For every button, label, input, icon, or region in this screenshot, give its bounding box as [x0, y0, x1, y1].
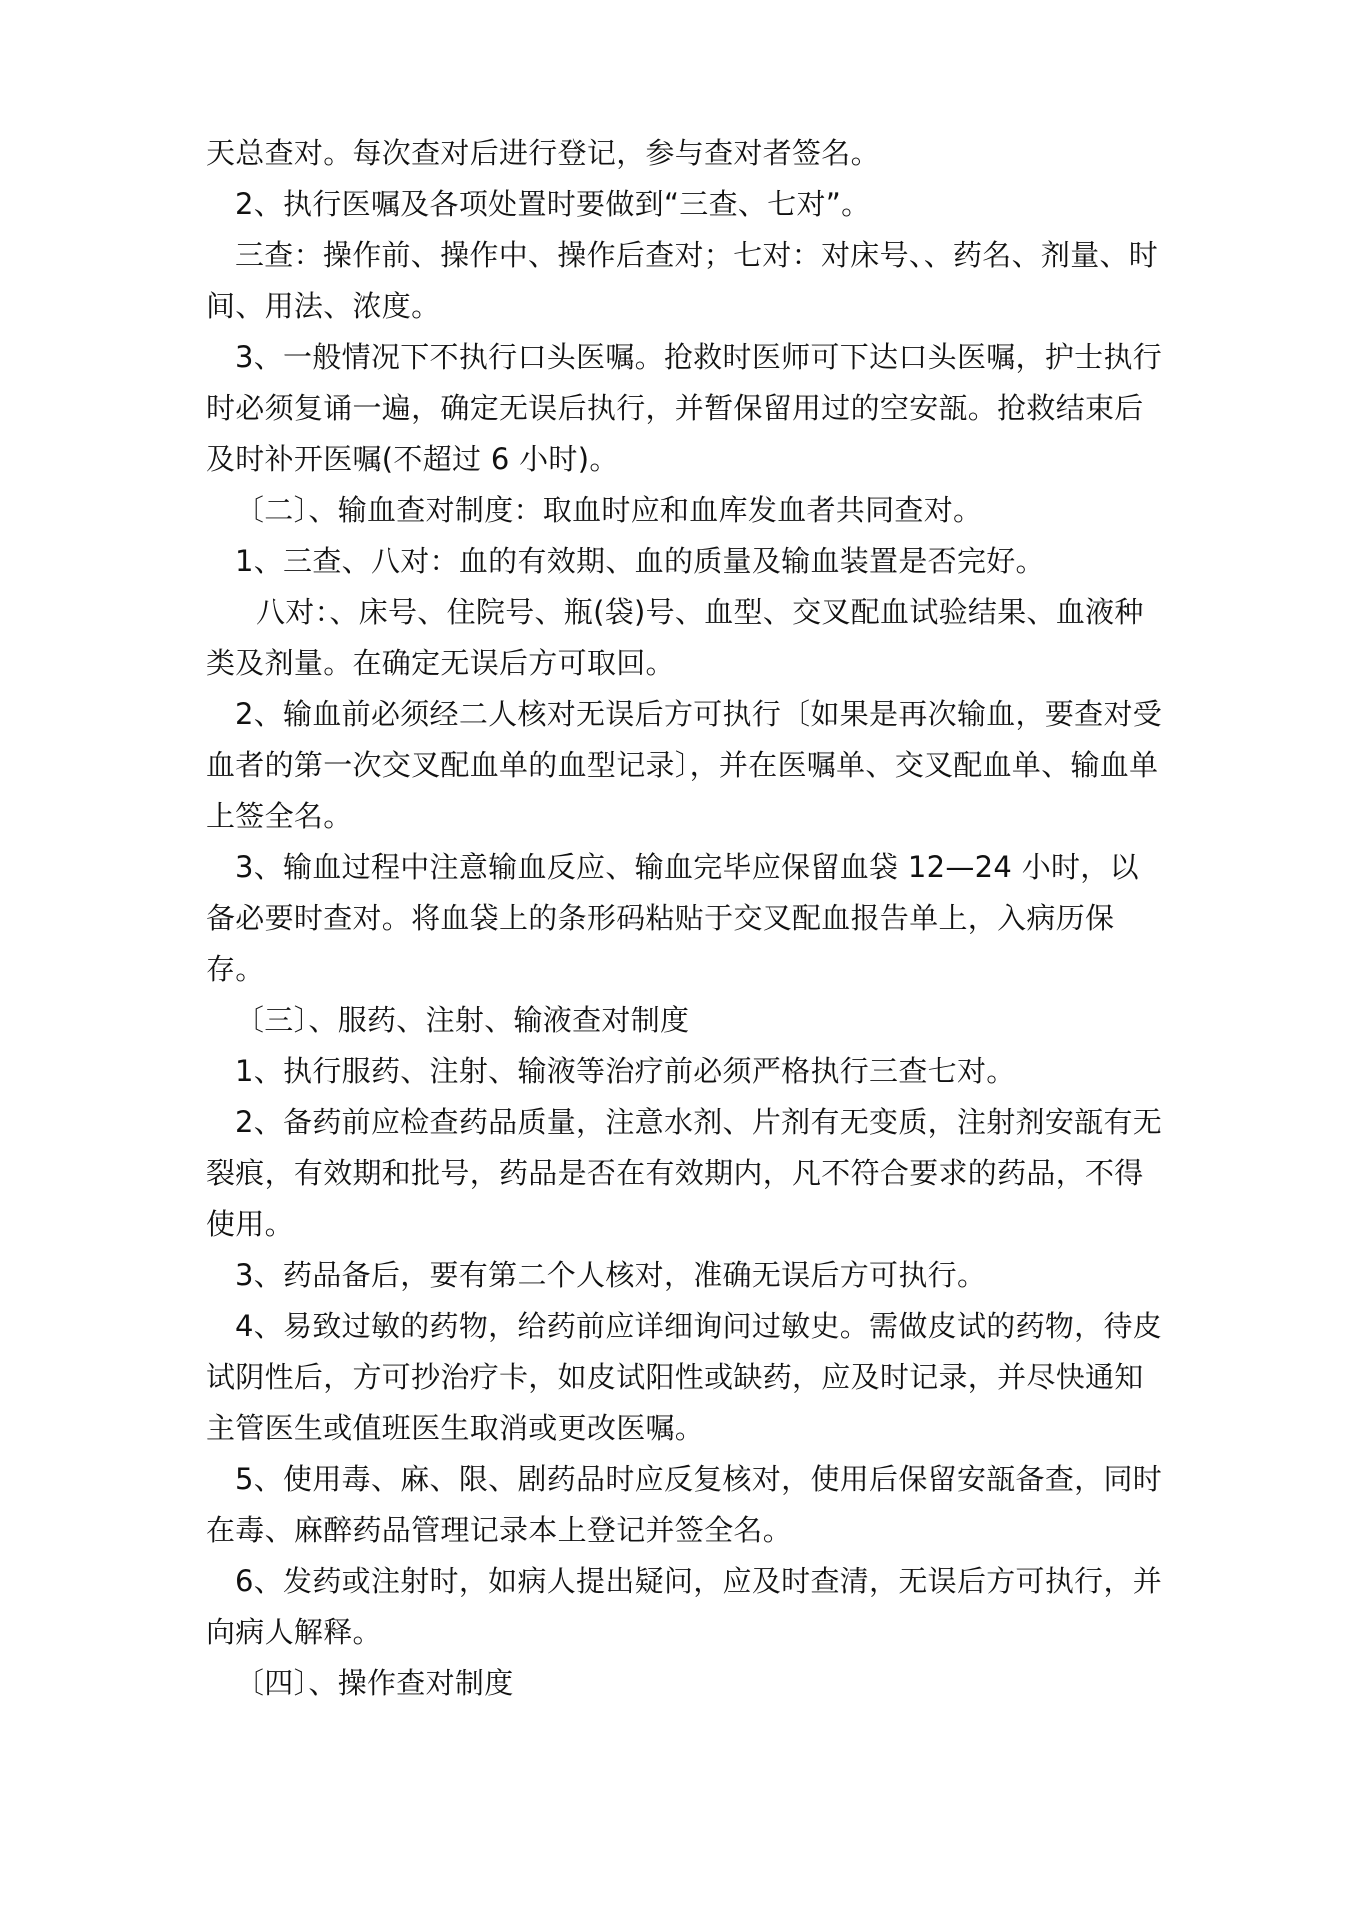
paragraph-transfusion-item-3: 3、输血过程中注意输血反应、输血完毕应保留血袋 12—24 小时，以备必要时查对。将血袋上的条形码粘贴于交叉配血报告单上，入病历保存。: [206, 850, 1139, 986]
paragraph-three-checks: 三查：操作前、操作中、操作后查对；七对：对床号、、药名、剂量、时间、用法、浓度。: [206, 238, 1159, 323]
paragraph-medication-item-6: 6、发药或注射时，如病人提出疑问，应及时查清，无误后方可执行，并向病人解释。: [206, 1564, 1163, 1649]
paragraph-eight-checks: 八对：、床号、住院号、瓶(袋)号、血型、交叉配血试验结果、血液种类及剂量。在确定无误后方可取回。: [206, 595, 1144, 680]
section-heading-medication: 〔三〕、服药、注射、输液查对制度: [235, 1003, 690, 1037]
paragraph-transfusion-item-2: 2、输血前必须经二人核对无误后方可执行〔如果是再次输血，要查对受血者的第一次交叉配血单的血型记录〕，并在医嘱单、交叉配血单、输血单上签全名。: [206, 697, 1163, 833]
section-heading-blood-transfusion: 〔二〕、输血查对制度：取血时应和血库发血者共同查对。: [235, 493, 983, 527]
paragraph-medication-item-3: 3、药品备后，要有第二个人核对，准确无误后方可执行。: [235, 1258, 987, 1292]
paragraph-transfusion-item-1: 1、三查、八对：血的有效期、血的质量及输血装置是否完好。: [235, 544, 1045, 578]
paragraph-item-2: 2、执行医嘱及各项处置时要做到“三查、七对”。: [235, 187, 871, 221]
paragraph-medication-item-5: 5、使用毒、麻、限、剧药品时应反复核对，使用后保留安瓿备查，同时在毒、麻醉药品管理记录本上登记并签全名。: [206, 1462, 1163, 1547]
paragraph-item-3: 3、一般情况下不执行口头医嘱。抢救时医师可下达口头医嘱，护士执行时必须复诵一遍，确定无误后执行，并暂保留用过的空安瓿。抢救结束后及时补开医嘱(不超过 6 小时)。: [206, 340, 1163, 476]
document-body: [206, 128, 1166, 1709]
section-heading-operation: 〔四〕、操作查对制度: [235, 1666, 514, 1700]
paragraph-medication-item-4: 4、易致过敏的药物，给药前应详细询问过敏史。需做皮试的药物，待皮试阴性后，方可抄治疗卡，如皮试阳性或缺药，应及时记录，并尽快通知主管医生或值班医生取消或更改医嘱。: [206, 1309, 1163, 1445]
paragraph-medication-item-1: 1、执行服药、注射、输液等治疗前必须严格执行三查七对。: [235, 1054, 1016, 1088]
paragraph-continuation: 天总查对。每次查对后进行登记，参与查对者签名。: [206, 136, 880, 170]
paragraph-medication-item-2: 2、备药前应检查药品质量，注意水剂、片剂有无变质，注射剂安瓿有无裂痕，有效期和批号，药品是否在有效期内，凡不符合要求的药品，不得使用。: [206, 1105, 1163, 1241]
